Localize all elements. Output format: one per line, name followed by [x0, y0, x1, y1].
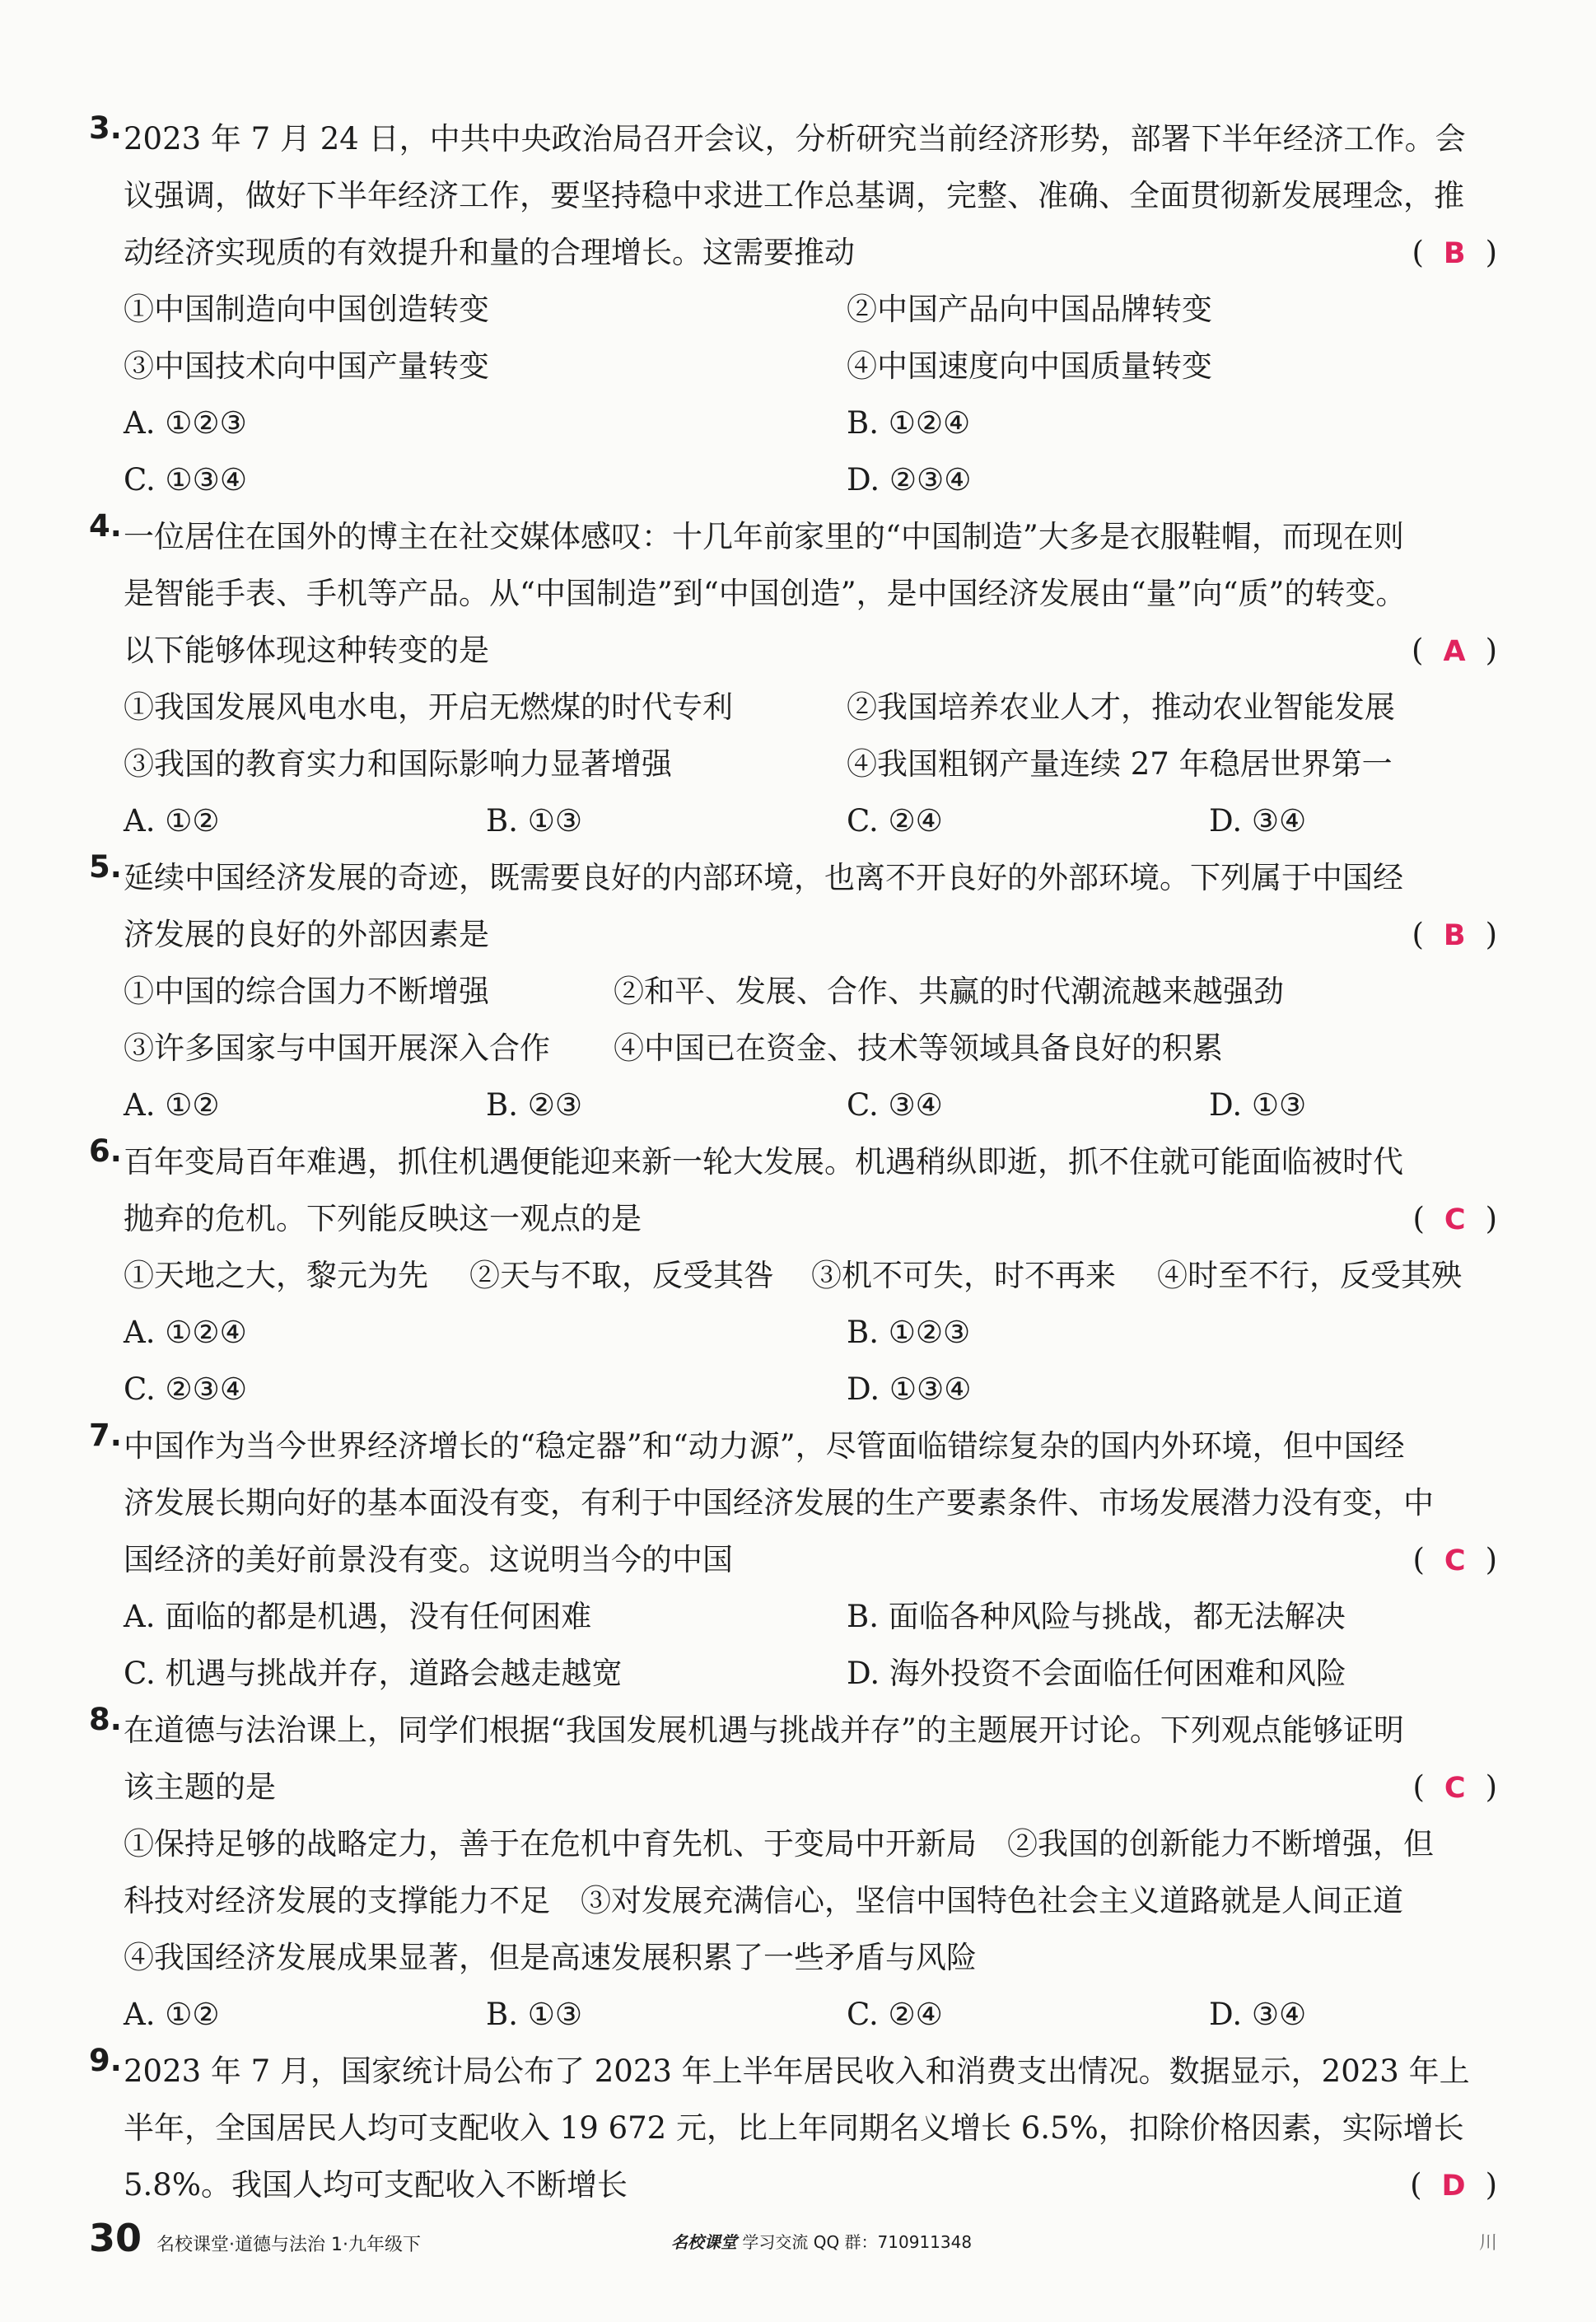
choice-a[interactable]: A. ①② — [124, 803, 220, 839]
question-stem-line: 国经济的美好前景没有变。这说明当今的中国 — [124, 1542, 733, 1577]
answer-letter: B — [1443, 237, 1474, 270]
answer-letter: D — [1441, 2170, 1474, 2203]
question-6 — [0, 1128, 1596, 1413]
question-stem-line: 在道德与法治课上，同学们根据“我国发展机遇与挑战并存”的主题展开讨论。下列观点能够证明 — [124, 1712, 1404, 1748]
answer-bracket: ( C ) — [1412, 1769, 1505, 1805]
choice-c[interactable]: C. ②③④ — [124, 1371, 248, 1407]
statement: ④我国粗钢产量连续 27 年稳居世界第一 — [847, 746, 1393, 782]
choice-d[interactable]: D. ②③④ — [847, 462, 972, 498]
statement: ②我国培养农业人才，推动农业智能发展 — [847, 689, 1395, 725]
answer-letter: C — [1444, 1772, 1474, 1805]
question-stem-line: 中国作为当今世界经济增长的“稳定器”和“动力源”，尽管面临错综复杂的国内外环境，但中国经 — [124, 1428, 1405, 1464]
answer-bracket: ( C ) — [1412, 1201, 1505, 1236]
question-stem-line: 以下能够体现这种转变的是 — [124, 633, 489, 668]
choice-d[interactable]: D. ③④ — [1209, 803, 1307, 839]
choice-a[interactable]: A. ①②③ — [124, 405, 247, 441]
question-stem-line: 百年变局百年难遇，抓住机遇便能迎来新一轮大发展。机遇稍纵即逝，抓不住就可能面临被时代 — [124, 1144, 1403, 1180]
choice-b[interactable]: B. ①②③ — [847, 1315, 971, 1350]
answer-bracket: ( C ) — [1412, 1542, 1505, 1577]
choice-a[interactable]: A. 面临的都是机遇，没有任何困难 — [124, 1599, 592, 1634]
statement-line: ④我国经济发展成果显著，但是高速发展积累了一些矛盾与风险 — [124, 1940, 977, 1975]
answer-bracket: ( D ) — [1410, 2167, 1505, 2203]
answer-letter: A — [1443, 635, 1474, 668]
answer-letter: B — [1443, 919, 1474, 952]
question-number: 9. — [89, 2043, 122, 2078]
question-number: 4. — [89, 508, 122, 544]
statement: ④时至不行，反受其殃 — [1157, 1258, 1462, 1293]
answer-bracket: ( B ) — [1412, 235, 1505, 270]
question-number: 6. — [89, 1133, 122, 1169]
question-4 — [0, 503, 1596, 844]
publisher-logo-text: 名校课堂 — [671, 2232, 737, 2252]
question-stem-line: 2023 年 7 月 24 日，中共中央政治局召开会议，分析研究当前经济形势，部署下半年经济工作。会 — [124, 121, 1466, 157]
question-stem-line: 抛弃的危机。下列能反映这一观点的是 — [124, 1201, 642, 1236]
question-3 — [0, 105, 1596, 503]
choice-a[interactable]: A. ①② — [124, 1997, 220, 2032]
question-number: 7. — [89, 1418, 122, 1453]
choice-b[interactable]: B. ①③ — [486, 1997, 583, 2032]
answer-letter: C — [1444, 1544, 1474, 1577]
statement: ③中国技术向中国产量转变 — [124, 348, 489, 384]
choice-b[interactable]: B. ①③ — [486, 803, 583, 839]
choice-d[interactable]: D. 海外投资不会面临任何困难和风险 — [847, 1656, 1346, 1691]
question-stem-line: 是智能手表、手机等产品。从“中国制造”到“中国创造”，是中国经济发展由“量”向“质”的转变。 — [124, 576, 1407, 611]
statement: ①我国发展风电水电，开启无燃煤的时代专利 — [124, 689, 733, 725]
question-stem-line: 动经济实现质的有效提升和量的合理增长。这需要推动 — [124, 235, 855, 270]
question-number: 3. — [89, 110, 122, 146]
choice-d[interactable]: D. ①③④ — [847, 1371, 972, 1407]
choice-b[interactable]: B. ②③ — [486, 1087, 583, 1123]
page-number: 30 — [89, 2216, 142, 2260]
qq-group-text: 学习交流 QQ 群：710911348 — [742, 2232, 973, 2252]
choice-c[interactable]: C. ①③④ — [124, 462, 248, 498]
question-number: 5. — [89, 849, 122, 885]
answer-letter: C — [1444, 1203, 1474, 1236]
choice-b[interactable]: B. 面临各种风险与挑战，都无法解决 — [847, 1599, 1346, 1634]
choice-b[interactable]: B. ①②④ — [847, 405, 971, 441]
statement: ④中国已在资金、技术等领域具备良好的积累 — [614, 1030, 1223, 1066]
choice-a[interactable]: A. ①② — [124, 1087, 220, 1123]
answer-bracket: ( A ) — [1412, 633, 1505, 668]
statement: ①中国的综合国力不断增强 — [124, 974, 489, 1009]
statement: ①天地之大，黎元为先 — [124, 1258, 428, 1293]
region-mark: 川 — [1478, 2233, 1497, 2254]
question-stem-line: 2023 年 7 月，国家统计局公布了 2023 年上半年居民收入和消费支出情况。数据显示，2023 年上 — [124, 2053, 1470, 2089]
choice-d[interactable]: D. ①③ — [1209, 1087, 1307, 1123]
question-stem-line: 议强调，做好下半年经济工作，要坚持稳中求进工作总基调，完整、准确、全面贯彻新发展理念，推 — [124, 178, 1464, 213]
question-stem-line: 5.8%。我国人均可支配收入不断增长 — [124, 2167, 628, 2203]
question-stem-line: 济发展的良好的外部因素是 — [124, 917, 489, 952]
question-stem-line: 一位居住在国外的博主在社交媒体感叹：十几年前家里的“中国制造”大多是衣服鞋帽，而现在则 — [124, 519, 1404, 554]
statement: ③机不可失，时不再来 — [811, 1258, 1116, 1293]
question-5 — [0, 844, 1596, 1128]
statement: ③许多国家与中国开展深入合作 — [124, 1030, 550, 1066]
statement: ②和平、发展、合作、共赢的时代潮流越来越强劲 — [614, 974, 1284, 1009]
statement: ②中国产品向中国品牌转变 — [847, 292, 1212, 327]
choice-c[interactable]: C. 机遇与挑战并存，道路会越走越宽 — [124, 1656, 623, 1691]
statement-line: ①保持足够的战略定力，善于在危机中育先机、于变局中开新局 ②我国的创新能力不断增强，但 — [124, 1826, 1434, 1862]
question-stem-line: 半年，全国居民人均可支配收入 19 672 元，比上年同期名义增长 6.5%，扣除价格因素，实际增长 — [124, 2110, 1464, 2146]
answer-bracket: ( B ) — [1412, 917, 1505, 952]
question-9 — [0, 2038, 1596, 2208]
choice-c[interactable]: C. ③④ — [847, 1087, 943, 1123]
question-stem-line: 延续中国经济发展的奇迹，既需要良好的内部环境，也离不开良好的外部环境。下列属于中国经 — [124, 860, 1403, 895]
choice-c[interactable]: C. ②④ — [847, 803, 943, 839]
statement-line: 科技对经济发展的支撑能力不足 ③对发展充满信心，坚信中国特色社会主义道路就是人间正道 — [124, 1883, 1403, 1918]
book-title: 名校课堂·道德与法治 1·九年级下 — [156, 2235, 421, 2255]
choice-c[interactable]: C. ②④ — [847, 1997, 943, 2032]
question-8 — [0, 1697, 1596, 2038]
question-stem-line: 济发展长期向好的基本面没有变，有利于中国经济发展的生产要素条件、市场发展潜力没有变，中 — [124, 1485, 1434, 1521]
question-7 — [0, 1413, 1596, 1697]
statement: ④中国速度向中国质量转变 — [847, 348, 1212, 384]
question-number: 8. — [89, 1702, 122, 1737]
statement: ①中国制造向中国创造转变 — [124, 292, 489, 327]
choice-a[interactable]: A. ①②④ — [124, 1315, 247, 1350]
choice-d[interactable]: D. ③④ — [1209, 1997, 1307, 2032]
statement: ②天与不取，反受其咎 — [469, 1258, 774, 1293]
qq-group-info — [671, 2229, 972, 2253]
question-stem-line: 该主题的是 — [124, 1769, 276, 1805]
statement: ③我国的教育实力和国际影响力显著增强 — [124, 746, 672, 782]
